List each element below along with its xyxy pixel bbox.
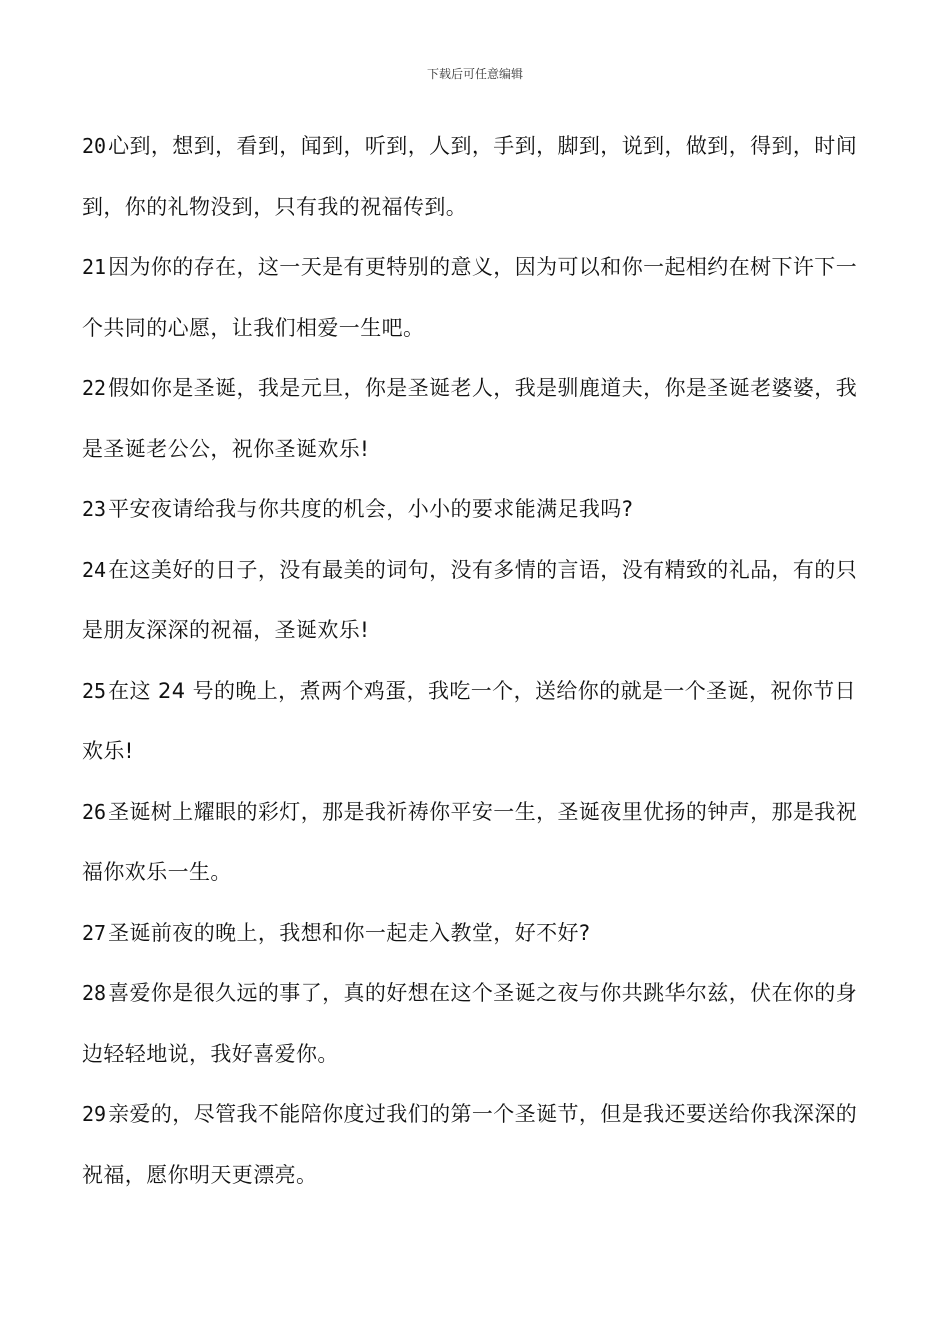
entry-number: 20 bbox=[82, 134, 107, 158]
entry-number: 26 bbox=[82, 799, 107, 824]
entry-number: 28 bbox=[82, 981, 107, 1005]
entry-number: 25 bbox=[82, 678, 107, 703]
entry-text: 心到，想到，看到，闻到，听到，人到，手到，脚到，说到，做到，得到，时间到，你的礼物没到，只有我的祝福传到。 bbox=[82, 134, 858, 219]
entry-text: 平安夜请给我与你共度的机会，小小的要求能满足我吗? bbox=[108, 497, 634, 521]
entry-number: 27 bbox=[82, 920, 107, 945]
entry-text: 假如你是圣诞，我是元旦，你是圣诞老人，我是驯鹿道夫，你是圣诞老婆婆，我是圣诞老公公，祝你圣诞欢乐! bbox=[82, 376, 858, 461]
entry-number: 24 bbox=[82, 557, 107, 582]
entry-text: 喜爱你是很久远的事了，真的好想在这个圣诞之夜与你共跳华尔兹，伏在你的身边轻轻地说，我好喜爱你。 bbox=[82, 981, 858, 1066]
greeting-entry bbox=[82, 237, 872, 358]
entry-text: 在这 24 号的晚上，煮两个鸡蛋，我吃一个，送给你的就是一个圣诞，祝你节日欢乐! bbox=[82, 678, 856, 763]
entry-text: 圣诞树上耀眼的彩灯，那是我祈祷你平安一生，圣诞夜里优扬的钟声，那是我祝福你欢乐一生。 bbox=[82, 799, 858, 884]
document-body bbox=[82, 116, 872, 1205]
entry-text: 亲爱的，尽管我不能陪你度过我们的第一个圣诞节，但是我还要送给你我深深的祝福，愿你明天更漂亮。 bbox=[82, 1102, 858, 1187]
greeting-entry bbox=[82, 963, 872, 1084]
entry-number: 23 bbox=[82, 497, 107, 521]
greeting-entry bbox=[82, 540, 872, 661]
greeting-entry bbox=[82, 903, 872, 964]
greeting-entry bbox=[82, 358, 872, 479]
entry-number: 21 bbox=[82, 255, 107, 279]
greeting-entry bbox=[82, 1084, 872, 1205]
greeting-entry bbox=[82, 661, 872, 782]
entry-number: 29 bbox=[82, 1102, 107, 1126]
greeting-entry bbox=[82, 782, 872, 903]
page-header-note: 下载后可任意编辑 bbox=[426, 67, 523, 81]
entry-text: 因为你的存在，这一天是有更特别的意义，因为可以和你一起相约在树下许下一个共同的心愿，让我们相爱一生吧。 bbox=[82, 255, 858, 340]
greeting-entry bbox=[82, 116, 872, 237]
entry-text: 圣诞前夜的晚上，我想和你一起走入教堂，好不好? bbox=[108, 920, 591, 945]
entry-number: 22 bbox=[82, 376, 107, 400]
entry-text: 在这美好的日子，没有最美的词句，没有多情的言语，没有精致的礼品，有的只是朋友深深的祝福，圣诞欢乐! bbox=[82, 557, 858, 642]
greeting-entry bbox=[82, 479, 872, 540]
